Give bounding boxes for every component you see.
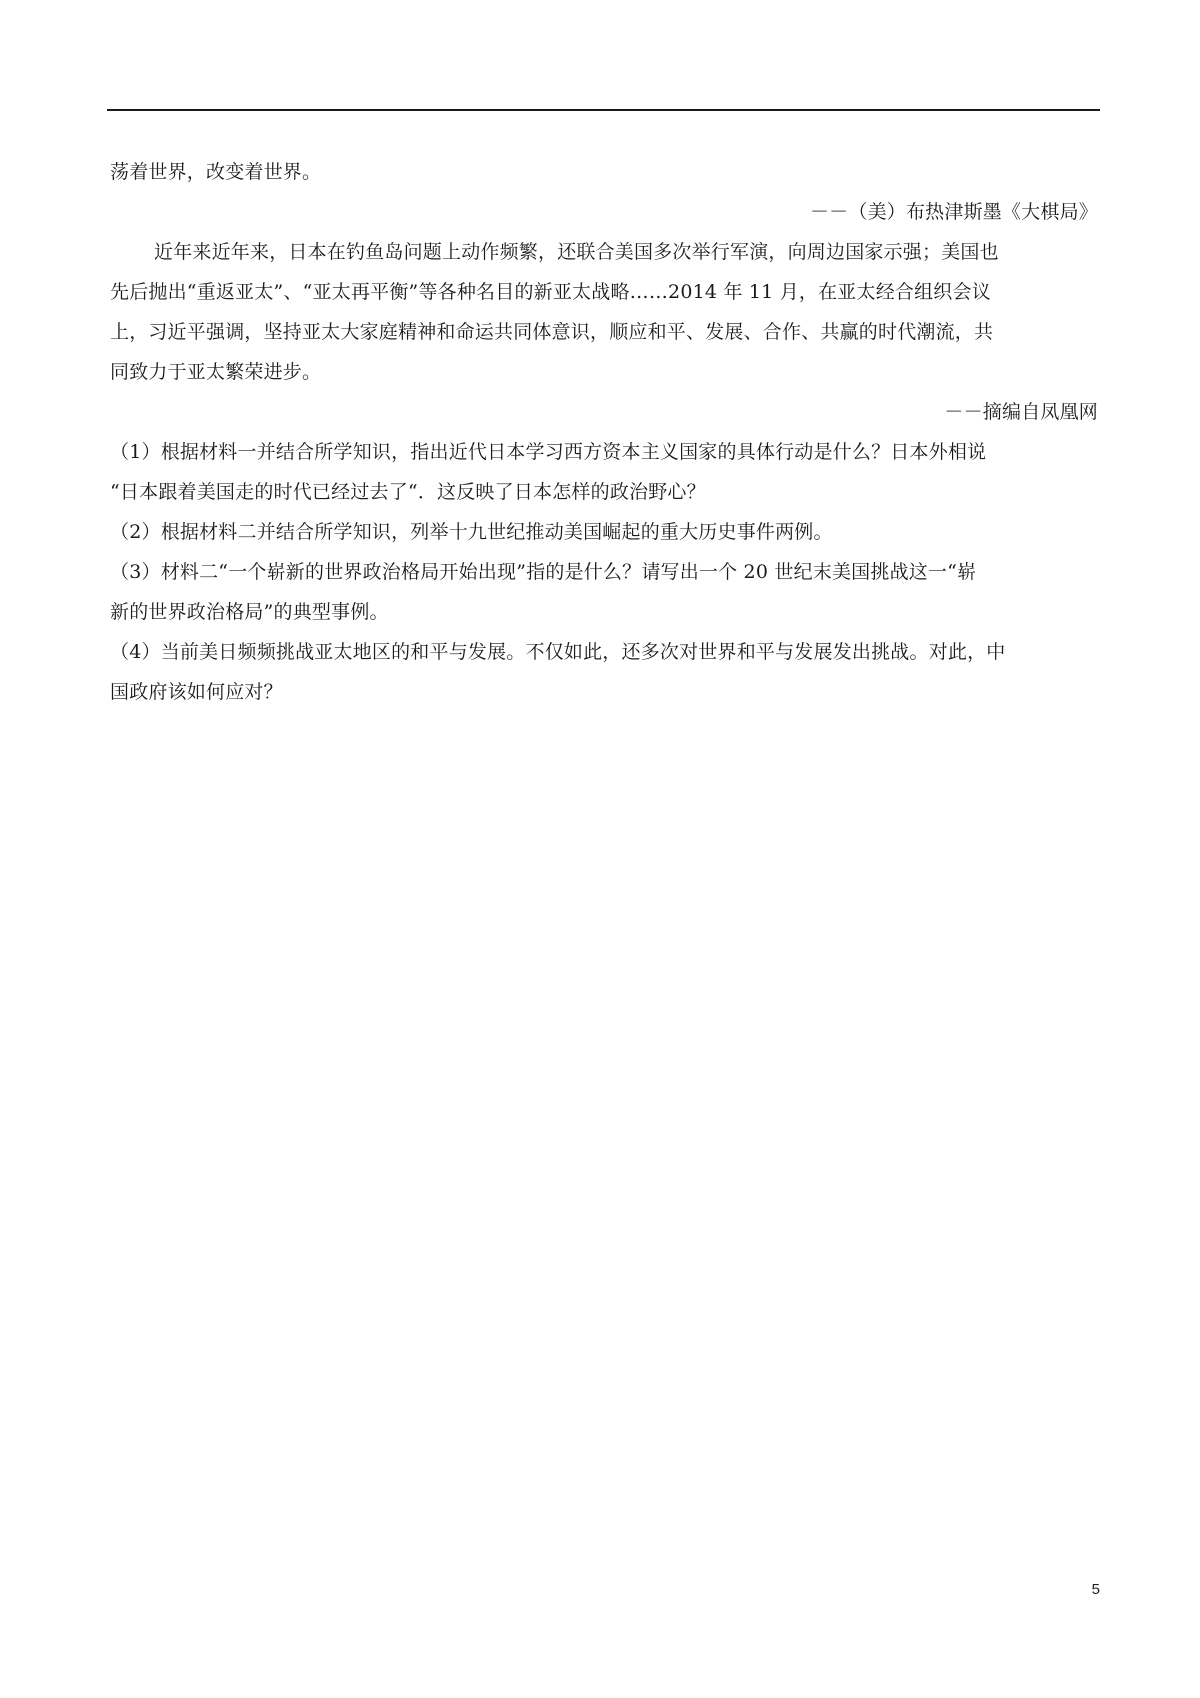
question-line: （2）根据材料二并结合所学知识，列举十九世纪推动美国崛起的重大历史事件两例。	[110, 521, 833, 543]
question-4	[110, 632, 1098, 712]
material-three-source: －－摘编自凤凰网	[944, 401, 1098, 423]
question-line: （4）当前美日频频挑战亚太地区的和平与发展。不仅如此，还多次对世界和平与发展发出挑战。对此，中	[110, 641, 1006, 663]
question-line: （3）材料二“一个崭新的世界政治格局开始出现”指的是什么？请写出一个 20 世纪末美国挑战这一“崭	[110, 561, 977, 583]
question-3	[110, 552, 1098, 632]
material-three-line: 近年来近年来，日本在钓鱼岛问题上动作频繁，还联合美国多次举行军演，向周边国家示强；美国也	[154, 241, 999, 263]
question-line: “日本跟着美国走的时代已经过去了“．这反映了日本怎样的政治野心？	[110, 481, 706, 503]
material-three	[110, 232, 1098, 432]
question-2	[110, 512, 1098, 552]
material-two-tail: 荡着世界，改变着世界。	[110, 161, 322, 183]
question-line: 国政府该如何应对？	[110, 681, 283, 703]
material-three-line: 先后抛出“重返亚太”、“亚太再平衡”等各种名目的新亚太战略……2014 年 11 月，在亚太经合组织会议	[110, 281, 991, 303]
material-two-source: －－（美）布热津斯墨《大棋局》	[809, 201, 1098, 223]
question-1	[110, 432, 1098, 512]
header-rule	[107, 109, 1100, 111]
question-line: （1）根据材料一并结合所学知识，指出近代日本学习西方资本主义国家的具体行动是什么？日本外相说	[110, 441, 987, 463]
material-three-line: 上，习近平强调，坚持亚太大家庭精神和命运共同体意识，顺应和平、发展、合作、共赢的时代潮流，共	[110, 321, 994, 343]
material-three-line: 同致力于亚太繁荣进步。	[110, 361, 322, 383]
question-line: 新的世界政治格局”的典型事例。	[110, 601, 389, 623]
page-number: 5	[1091, 1581, 1100, 1598]
page-content	[110, 152, 1098, 712]
